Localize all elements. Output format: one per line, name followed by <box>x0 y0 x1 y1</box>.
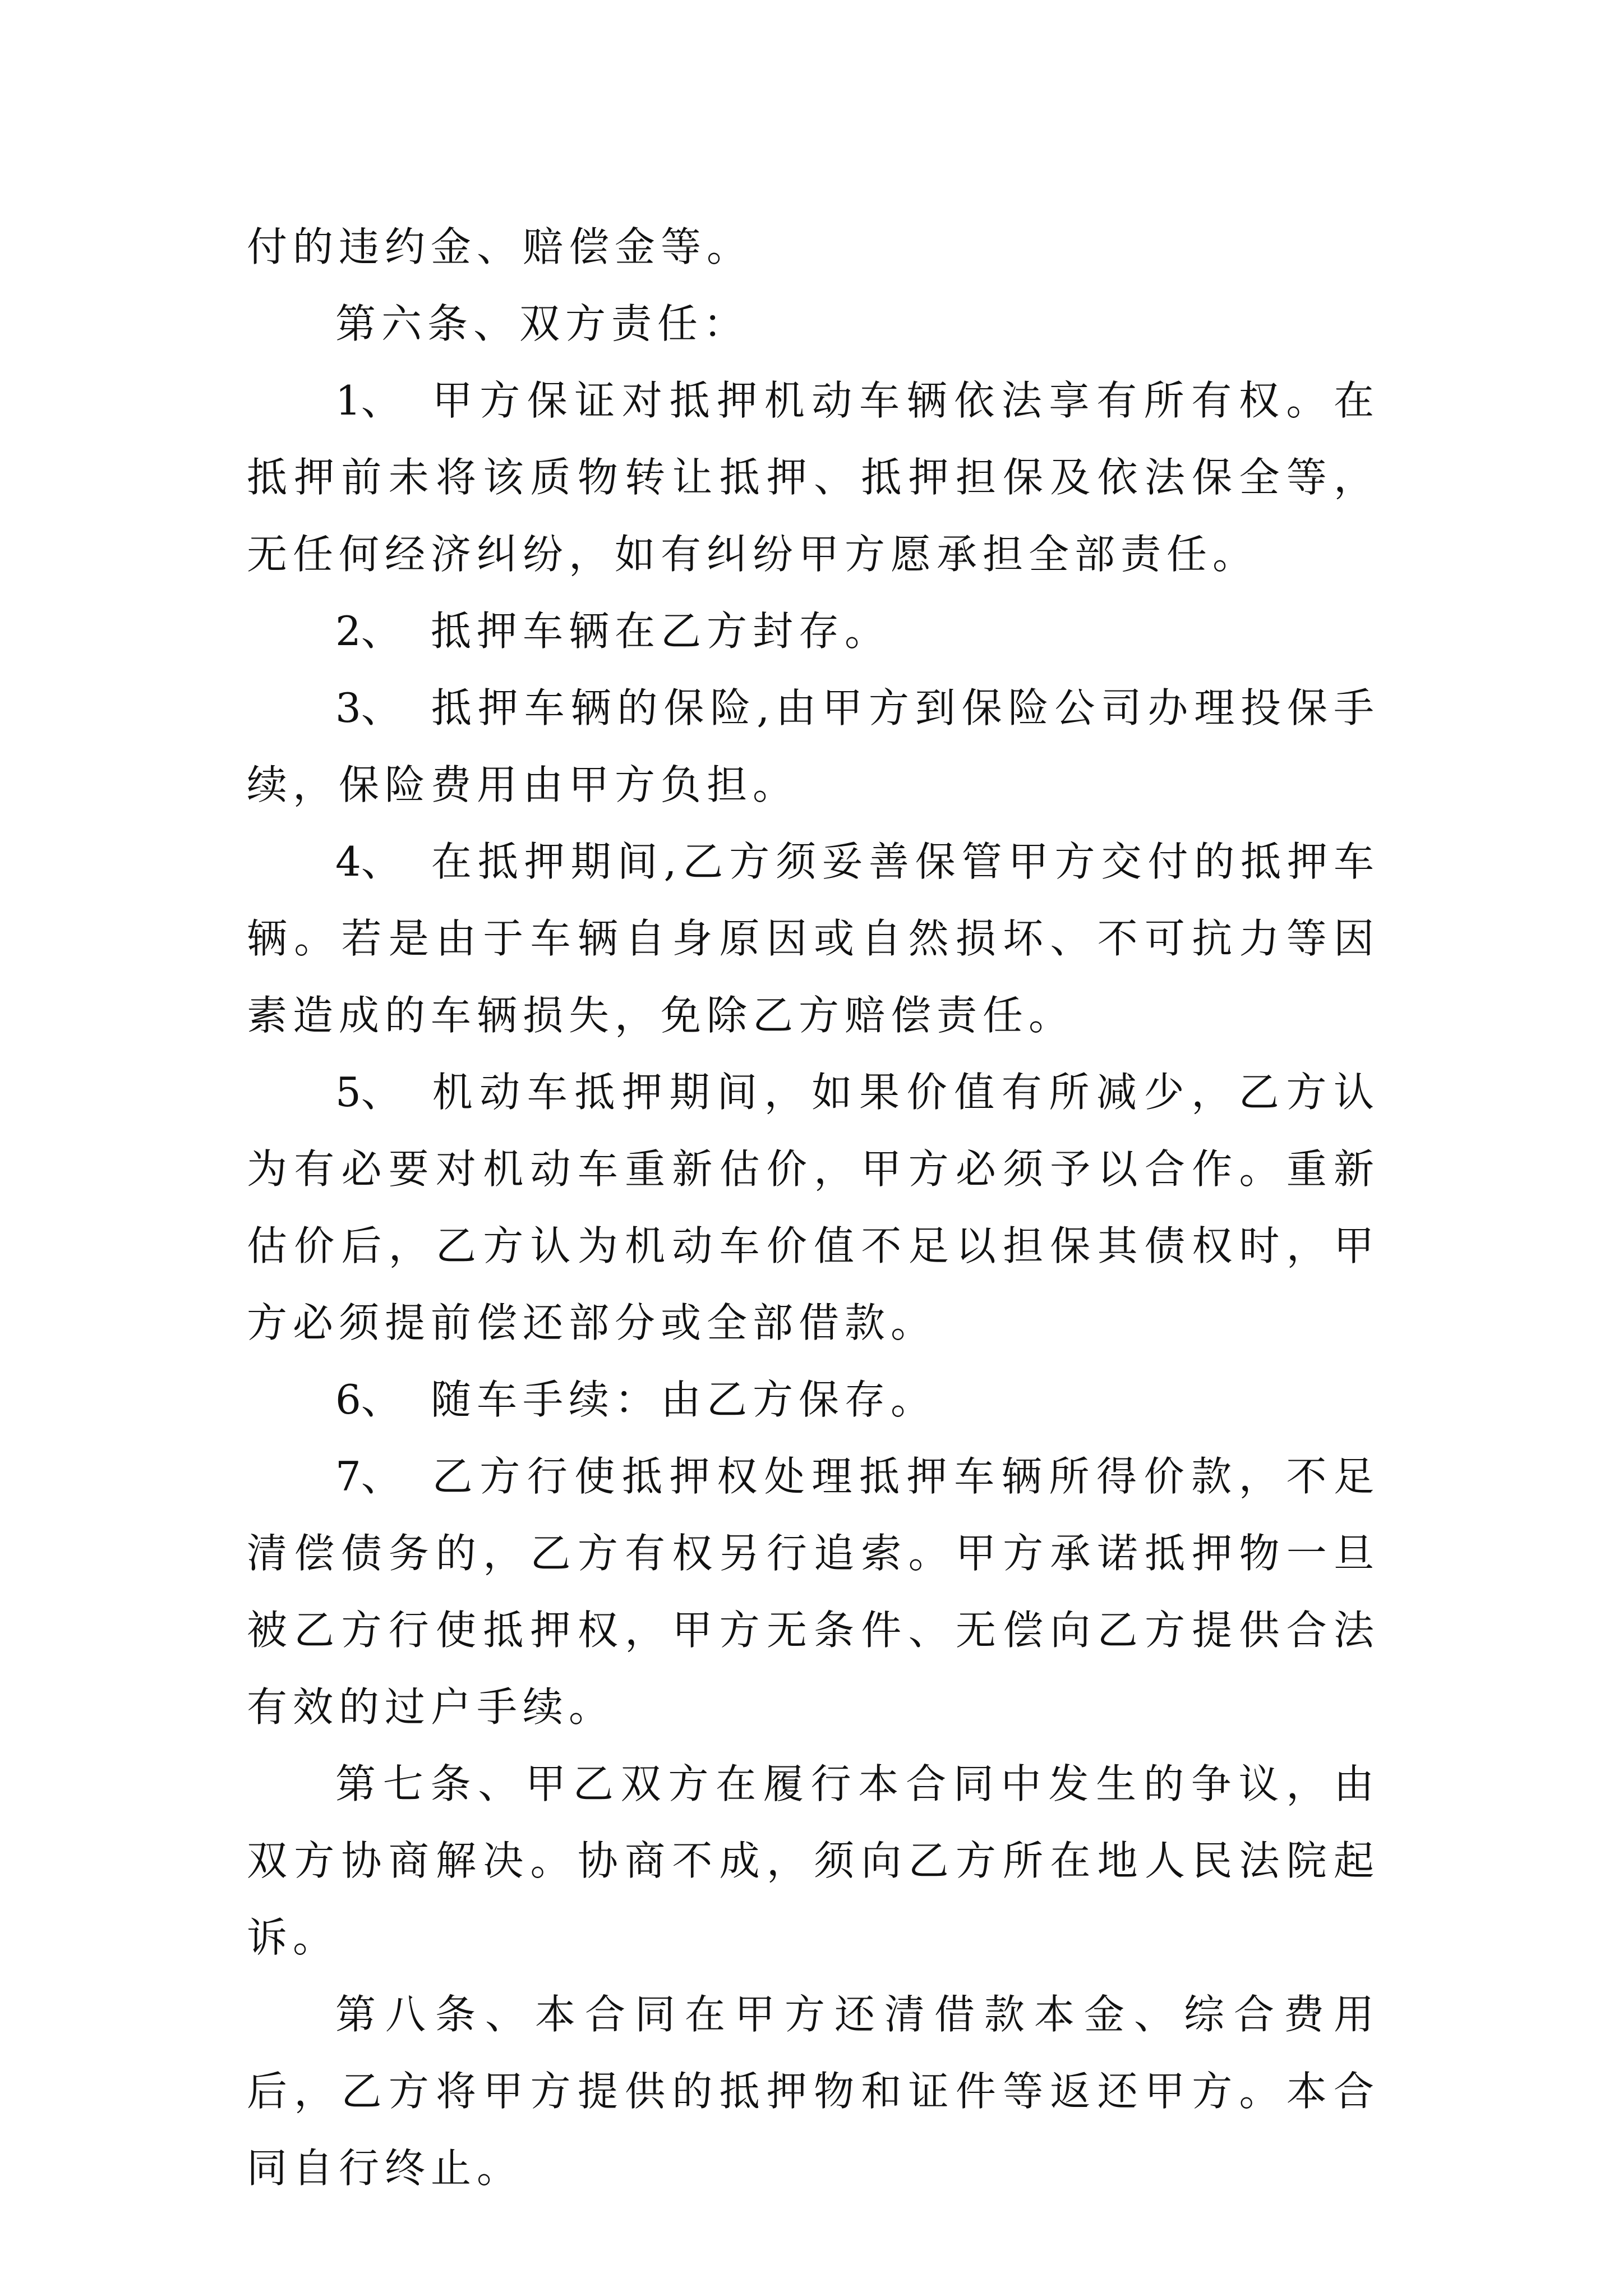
clause-text: 抵押车辆在乙方封存。 <box>431 608 891 655</box>
clause-number: 5、 <box>335 1069 402 1116</box>
clause-number: 3、 <box>335 684 402 731</box>
clause-number: 6、 <box>335 1376 402 1423</box>
paragraph-penalty-continuation: 付的违约金、赔偿金等。 <box>247 223 753 270</box>
clause-6 <box>247 1361 1380 1438</box>
clause-7 <box>247 1438 1380 1746</box>
clause-number: 2、 <box>335 608 402 655</box>
clause-text: 机动车抵押期间，如果价值有所减少，乙方认为有必要对机动车重新估价，甲方必须予以合作。重新估价后，乙方认为机动车价值不足以担保其债权时，甲方必须提前偿还部分或全部借款。 <box>247 1069 1380 1346</box>
clause-3 <box>247 670 1380 823</box>
contract-body <box>247 209 1380 2207</box>
article-7: 第七条、甲乙双方在履行本合同中发生的争议，由双方协商解决。协商不成，须向乙方所在地人民法院起诉。 <box>247 1760 1380 1961</box>
clause-number: 1、 <box>335 377 402 424</box>
clause-text: 甲方保证对抵押机动车辆依法享有所有权。在抵押前未将该质物转让抵押、抵押担保及依法保全等，无任何经济纠纷，如有纠纷甲方愿承担全部责任。 <box>247 377 1380 578</box>
clause-4 <box>247 823 1380 1054</box>
clause-text: 乙方行使抵押权处理抵押车辆所得价款，不足清偿债务的，乙方有权另行追索。甲方承诺抵押物一旦被乙方行使抵押权，甲方无条件、无偿向乙方提供合法有效的过户手续。 <box>247 1453 1380 1731</box>
clause-number: 7、 <box>335 1453 402 1500</box>
clause-number: 4、 <box>335 838 402 885</box>
clause-5 <box>247 1054 1380 1361</box>
clause-text: 抵押车辆的保险,由甲方到保险公司办理投保手续，保险费用由甲方负担。 <box>247 684 1380 808</box>
clause-1 <box>247 362 1380 593</box>
clause-2 <box>247 593 1380 670</box>
article-8: 第八条、本合同在甲方还清借款本金、综合费用后，乙方将甲方提供的抵押物和证件等返还甲方。本合同自行终止。 <box>247 1991 1380 2192</box>
clause-text: 在抵押期间,乙方须妥善保管甲方交付的抵押车辆。若是由于车辆自身原因或自然损坏、不可抗力等因素造成的车辆损失，免除乙方赔偿责任。 <box>247 838 1380 1039</box>
clause-text: 随车手续：由乙方保存。 <box>431 1376 937 1423</box>
article-6-heading: 第六条、双方责任： <box>335 300 750 347</box>
